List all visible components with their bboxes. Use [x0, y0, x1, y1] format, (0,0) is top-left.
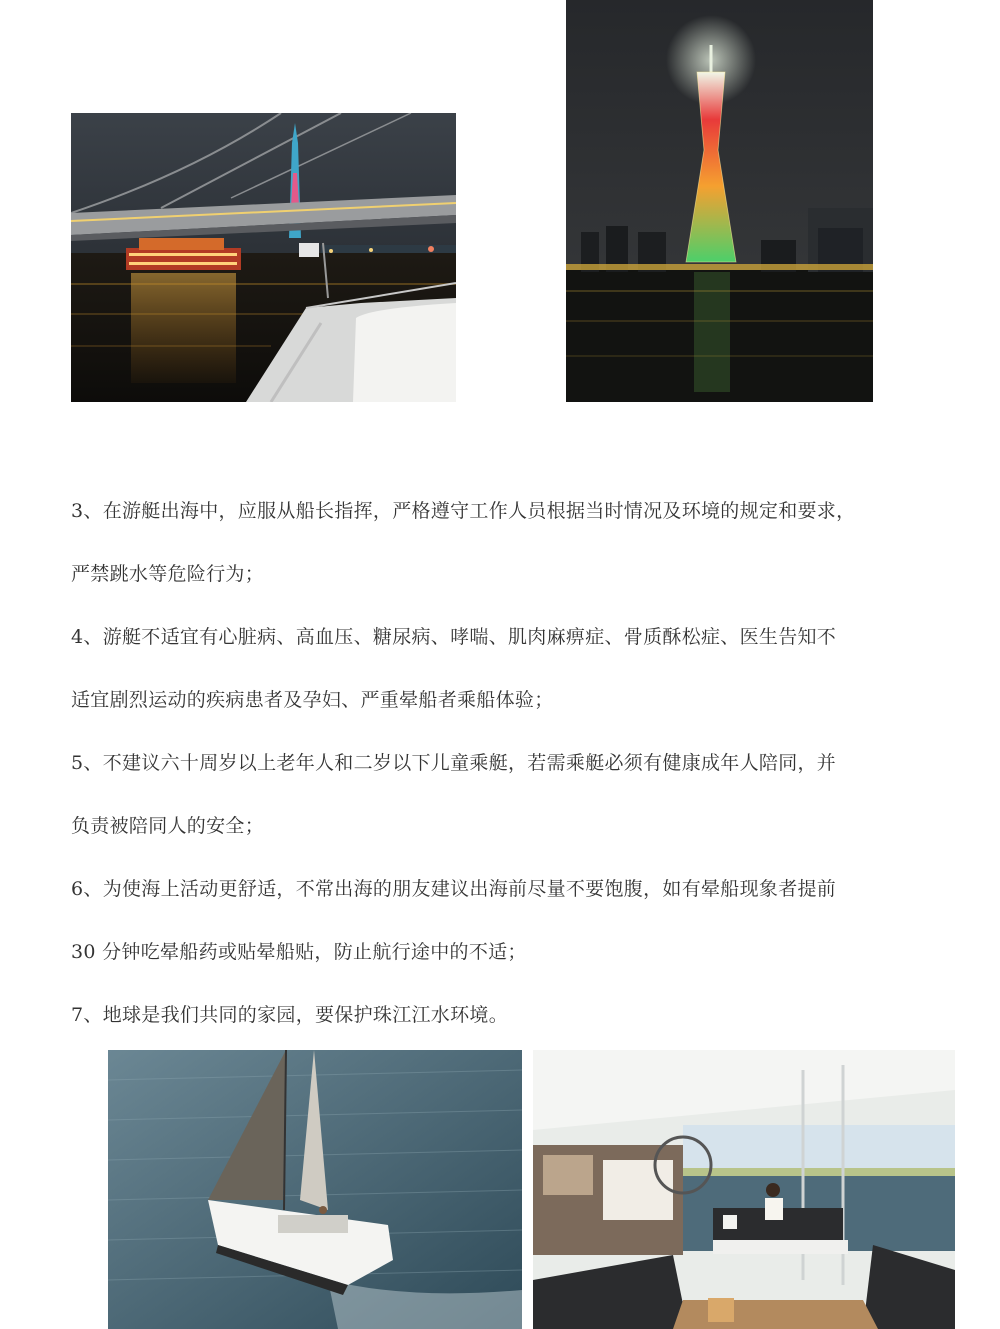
notice-line: 3、在游艇出海中，应服从船长指挥，严格遵守工作人员根据当时情况及环境的规定和要求， — [71, 500, 856, 522]
notice-item-5 — [71, 732, 951, 858]
notice-item-6 — [71, 858, 951, 984]
catamaran-photo — [108, 1050, 522, 1329]
yacht-cabin-photo — [533, 1050, 955, 1329]
notice-line: 负责被陪同人的安全； — [71, 815, 265, 837]
night-tower-photo — [566, 0, 873, 402]
notice-line: 30 分钟吃晕船药或贴晕船贴，防止航行途中的不适； — [71, 941, 527, 963]
notice-item-7 — [71, 984, 951, 1047]
notice-line: 严禁跳水等危险行为； — [71, 563, 265, 585]
notice-item-3 — [71, 480, 951, 606]
notice-line: 适宜剧烈运动的疾病患者及孕妇、严重晕船者乘船体验； — [71, 689, 554, 711]
notice-item-4 — [71, 606, 951, 732]
notice-line: 6、为使海上活动更舒适，不常出海的朋友建议出海前尽量不要饱腹，如有晕船现象者提前 — [71, 878, 837, 900]
safety-notice-list — [71, 480, 951, 1047]
night-bridge-photo — [71, 113, 456, 402]
notice-line: 7、地球是我们共同的家园，要保护珠江江水环境。 — [71, 1004, 508, 1026]
notice-line: 5、不建议六十周岁以上老年人和二岁以下儿童乘艇，若需乘艇必须有健康成年人陪同，并 — [71, 752, 837, 774]
notice-line: 4、游艇不适宜有心脏病、高血压、糖尿病、哮喘、肌肉麻痹症、骨质酥松症、医生告知不 — [71, 626, 837, 648]
